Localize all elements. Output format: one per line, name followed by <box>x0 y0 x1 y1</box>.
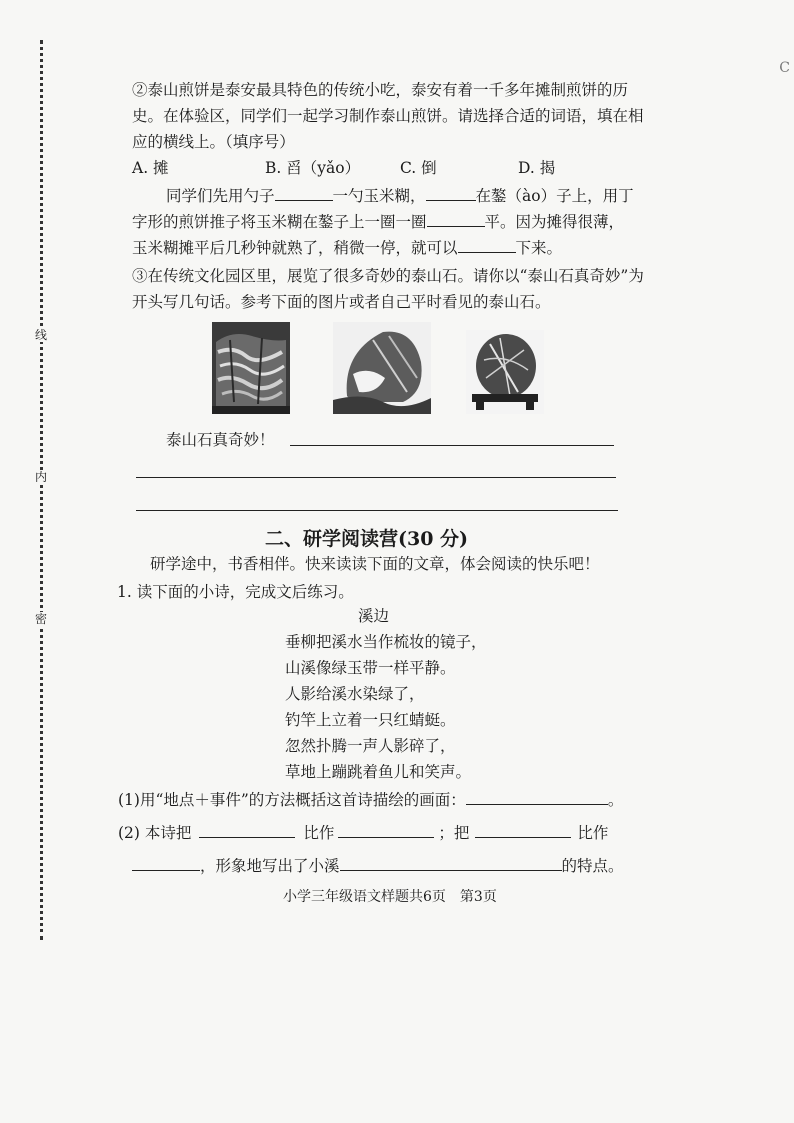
page-footer: 小学三年级语文样题共6页 第3页 <box>283 889 497 905</box>
exercise-2-blank-4[interactable] <box>132 856 200 871</box>
exercise-2-continued <box>132 856 624 876</box>
exercise-2-text-d: 比作 <box>577 824 609 842</box>
section-2-heading: 二、研学阅读营(30 分) <box>265 528 469 550</box>
stone-photo-3-icon <box>466 330 544 414</box>
q3-line-1: ③在传统文化园区里，展览了很多奇妙的泰山石。请你以“泰山石真奇妙”为 <box>132 267 644 285</box>
q2-p2-text-b: 平。因为摊得很薄， <box>484 213 625 231</box>
q2-p1-text-a: 同学们先用勺子 <box>166 187 275 205</box>
poem-line: 草地上蹦跳着鱼儿和笑声。 <box>285 763 472 781</box>
answer-prefix: 泰山石真奇妙！ <box>166 431 275 449</box>
blank-4[interactable] <box>458 238 516 253</box>
q2-p3-text-b: 下来。 <box>515 239 563 257</box>
q2-p1-text-c: 在鏊（ào）子上，用丁 <box>475 187 634 205</box>
exercise-2-blank-1[interactable] <box>199 823 295 838</box>
q2-p1-text-b: 一勺玉米糊， <box>332 187 426 205</box>
option-c: C. 倒 <box>400 159 437 177</box>
exercise-2-text-f: 的特点。 <box>561 857 624 875</box>
exercise-1-end: 。 <box>607 791 624 809</box>
exercise-2-text-a: (2) 本诗把 <box>118 824 192 842</box>
q2-intro-line-2: 史。在体验区，同学们一起学习制作泰山煎饼。请选择合适的词语，填在相 <box>132 107 644 125</box>
exercise-2-text-c: ；把 <box>438 824 470 842</box>
poem-line: 忽然扑腾一声人影碎了， <box>285 737 456 755</box>
exercise-2-blank-5[interactable] <box>340 856 562 871</box>
option-b: B. 舀（yǎo） <box>265 159 361 177</box>
exercise-2 <box>118 823 608 843</box>
poem-line: 钓竿上立着一只红蜻蜓。 <box>285 711 456 729</box>
blank-2[interactable] <box>426 186 476 201</box>
stone-photo-2-icon <box>333 322 431 414</box>
exercise-1-text: (1)用“地点＋事件”的方法概括这首诗描绘的画面： <box>118 791 466 809</box>
poem-title: 溪边 <box>358 607 390 625</box>
reading-question-1: 1. 读下面的小诗，完成文后练习。 <box>117 583 354 601</box>
blank-3[interactable] <box>427 212 485 227</box>
section-2-intro: 研学途中，书香相伴。快来读读下面的文章，体会阅读的快乐吧！ <box>150 555 600 573</box>
q2-p3-text-a: 玉米糊摊平后几秒钟就熟了，稍微一停，就可以 <box>132 239 458 257</box>
q2-p2-text-a: 字形的煎饼推子将玉米糊在鏊子上一圈一圈 <box>132 213 427 231</box>
blank-1[interactable] <box>275 186 333 201</box>
stone-photo-1-icon <box>212 322 290 414</box>
margin-label-seal: 密 <box>34 612 47 626</box>
exercise-2-text-e: ，形象地写出了小溪 <box>200 857 340 875</box>
answer-line-2[interactable] <box>136 477 616 478</box>
q2-intro-line-1: ②泰山煎饼是泰安最具特色的传统小吃，泰安有着一千多年摊制煎饼的历 <box>132 81 629 99</box>
q2-intro-line-3: 应的横线上。（填序号） <box>132 133 295 151</box>
q2-paragraph-line-2 <box>132 212 624 232</box>
exercise-1 <box>118 790 623 810</box>
q3-line-2: 开头写几句话。参考下面的图片或者自己平时看见的泰山石。 <box>132 293 551 311</box>
poem-line: 山溪像绿玉带一样平静。 <box>285 659 456 677</box>
option-a: A. 摊 <box>132 159 169 177</box>
exercise-2-blank-2[interactable] <box>338 823 434 838</box>
answer-line-1[interactable] <box>290 445 614 446</box>
exercise-1-blank[interactable] <box>466 790 608 805</box>
margin-label-inside: 内 <box>34 470 47 484</box>
binding-dotted-line <box>40 40 43 940</box>
poem-line: 垂柳把溪水当作梳妆的镜子， <box>285 633 487 651</box>
answer-line-3[interactable] <box>136 510 618 511</box>
edge-mark: C <box>779 60 790 76</box>
poem-line: 人影给溪水染绿了， <box>285 685 425 703</box>
option-d: D. 揭 <box>518 159 556 177</box>
margin-label-line: 线 <box>34 328 47 342</box>
q2-paragraph-line-1 <box>166 186 634 206</box>
exercise-2-text-b: 比作 <box>303 824 335 842</box>
exercise-2-blank-3[interactable] <box>475 823 571 838</box>
q2-paragraph-line-3 <box>132 238 562 258</box>
